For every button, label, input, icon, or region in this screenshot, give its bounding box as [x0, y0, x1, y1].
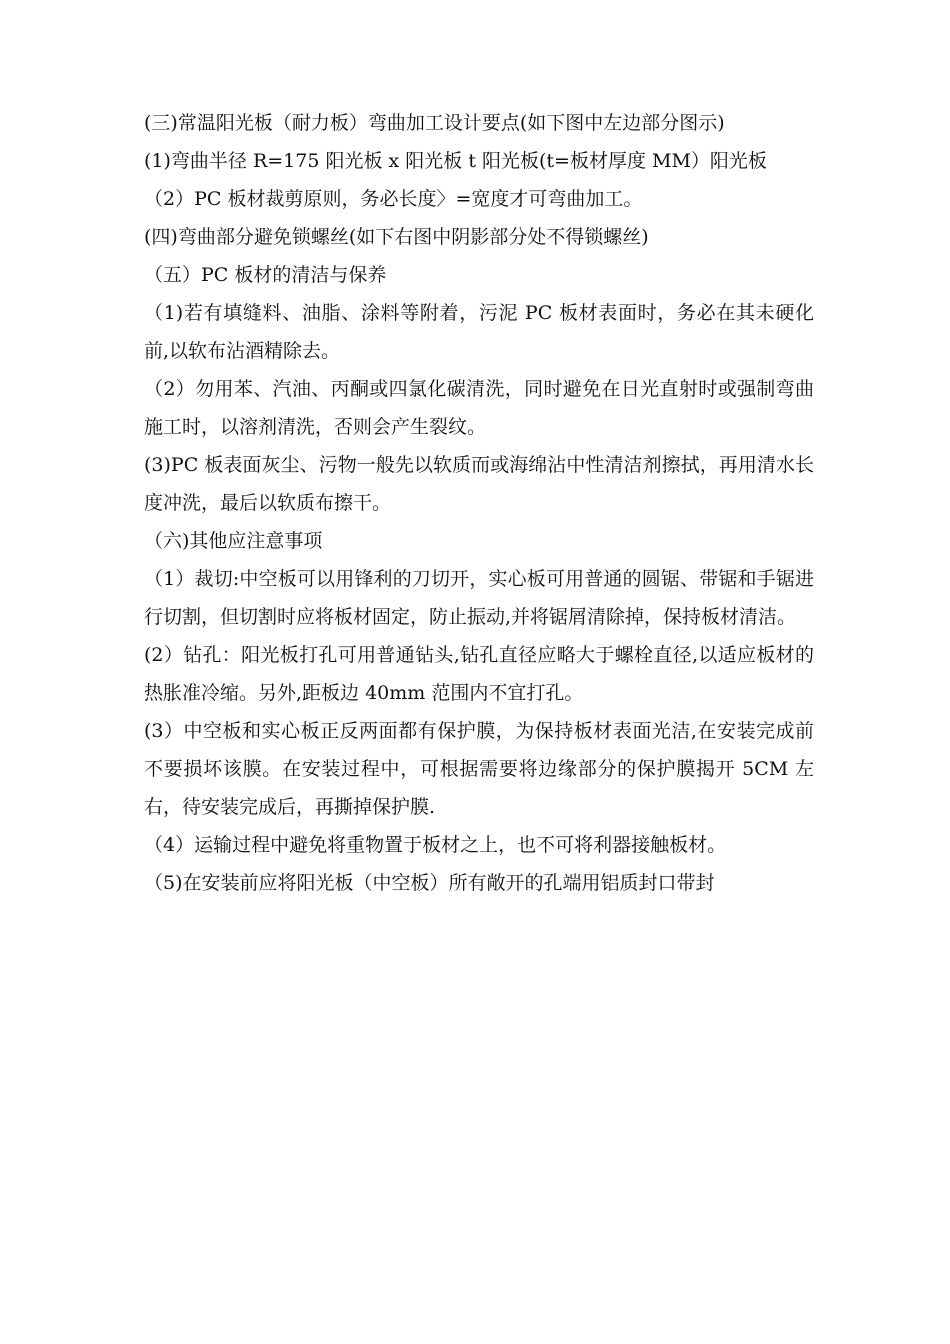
section-3-heading: (三)常温阳光板（耐力板）弯曲加工设计要点(如下图中左边部分图示)	[144, 112, 725, 134]
cleaning-item-1: （1)若有填缝料、油脂、涂料等附着，污泥 PC 板材表面时，务必在其未硬化前,以软布沾酒精除去。	[144, 302, 814, 362]
notice-item-1: （1）裁切:中空板可以用锋利的刀切开，实心板可用普通的圆锯、带锯和手锯进行切割，但切割时应将板材固定，防止振动,并将锯屑清除掉，保持板材清洁。	[144, 568, 814, 628]
section-6-heading: （六)其他应注意事项	[144, 530, 323, 552]
section-4-heading: (四)弯曲部分避免锁螺丝(如下右图中阴影部分处不得锁螺丝)	[144, 226, 649, 248]
notice-item-5: （5)在安装前应将阳光板（中空板）所有敞开的孔端用铝质封口带封	[144, 872, 715, 894]
notice-item-2: (2）钻孔：阳光板打孔可用普通钻头,钻孔直径应略大于螺栓直径,以适应板材的热胀准冷缩。另外,距板边 40mm 范围内不宜打孔。	[144, 644, 814, 704]
document-body	[144, 104, 814, 902]
notice-item-4: （4）运输过程中避免将重物置于板材之上，也不可将利器接触板材。	[144, 834, 727, 856]
section-5-heading: （五）PC 板材的清洁与保养	[144, 264, 387, 286]
cleaning-item-2: （2）勿用苯、汽油、丙酮或四氯化碳清洗，同时避免在日光直射时或强制弯曲施工时，以溶剂清洗，否则会产生裂纹。	[144, 378, 814, 438]
cutting-principle: （2）PC 板材裁剪原则，务必长度〉=宽度才可弯曲加工。	[144, 188, 643, 210]
notice-item-3: (3）中空板和实心板正反两面都有保护膜，为保持板材表面光洁,在安装完成前不要损坏该膜。在安装过程中，可根据需要将边缘部分的保护膜揭开 5CM 左右，待安装完成后，再撕掉保护膜.	[144, 720, 814, 818]
cleaning-item-3: (3)PC 板表面灰尘、污物一般先以软质而或海绵沾中性清洁剂擦拭，再用清水长度冲洗，最后以软质布擦干。	[144, 454, 814, 514]
bend-radius-rule: (1)弯曲半径 R=175 阳光板 x 阳光板 t 阳光板(t=板材厚度 MM）阳光板	[144, 150, 767, 172]
